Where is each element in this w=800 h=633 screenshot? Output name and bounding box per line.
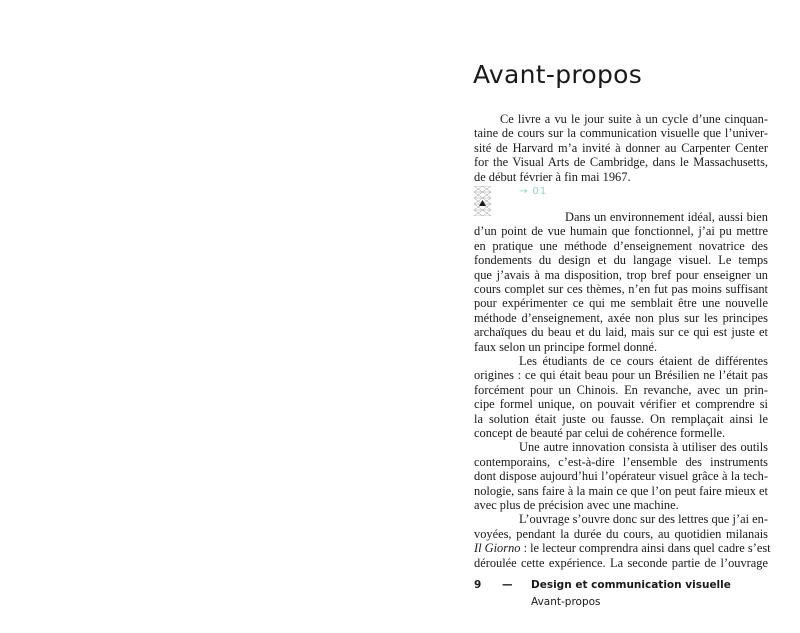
body-line: Ce livre a vu le jour suite à un cycle d’une cinquan- [500,112,768,126]
body-line: L’ouvrage s’ouvre donc sur des lettres que j’ai en- [519,512,768,527]
body-line: que j’avais à ma disposition, trop bref pour enseigner un [474,267,768,282]
newspaper-name: Il Giorno [474,541,521,556]
body-line: archaïques du beau et du laid, mais sur ce qui est juste et [474,325,768,340]
body-line: en pratique une méthode d’enseignement novatrice des [474,238,768,253]
body-line: cipe formel unique, on pouvait vérifier et comprendre si [474,397,768,412]
body-line: la solution était juste ou fausse. On remplaçait ainsi le [474,411,768,426]
body-line: Les étudiants de ce cours étaient de différentes [519,354,768,368]
marker-label: → 01 [519,186,548,197]
body-line: sité de Harvard m’a invité à donner au Carpenter Center [474,140,768,155]
body-line: avec plus de précision avec une machine. [474,498,679,512]
body-line: fondements du design et du langage visuel. Le temps [474,253,768,268]
book-title: Design et communication visuelle [531,579,731,591]
body-line: forcément pour un Chinois. En revanche, avec un prin- [474,382,768,397]
body-line: déroulée cette expérience. La seconde partie de l’ouvrage [474,555,768,570]
body-line: méthode d’enseignement, axée non plus sur les principes [474,310,768,325]
triangle-grid-pattern-icon [474,186,491,216]
body-line: voyées, pendant la durée du cours, au quotidien milanais [474,526,768,541]
body-line: origines : ce qui était beau pour un Brésilien ne l’était pas [474,368,768,383]
body-line: Dans un environnement idéal, aussi bien [565,210,768,224]
body-line: Une autre innovation consista à utiliser des outils [519,440,768,455]
page-number: 9 [474,579,482,591]
page-title: Avant-propos [473,60,643,89]
body-line: faux selon un principe formel donné. [474,339,658,354]
body-line: for the Visual Arts de Cambridge, dans le Massachusetts, [474,155,768,170]
body-line: d’un point de vue humain que fonctionnel, j’ai pu mettre [474,224,768,239]
chapter-title: Avant-propos [531,596,601,608]
body-line: dont dispose aujourd’hui l’opérateur visuel grâce à la tech- [474,469,768,484]
body-line: cours complet sur ces thèmes, n’en fut pas moins suffisant [474,282,768,296]
body-line: contemporains, c’est-à-dire l’ensemble des instruments [474,454,768,469]
body-line: taine de cours sur la communication visuelle que l’univer- [474,126,768,141]
body-line: de début février à fin mai 1967. [474,169,631,184]
footer-dash: — [502,579,513,591]
body-line: Il Giorno : le lecteur comprendra ainsi dans quel cadre s’est [474,541,771,556]
body-line: nologie, sans faire à la main ce que l’on peut faire mieux et [474,483,768,498]
body-line: concept de beauté par celui de cohérence formelle. [474,426,726,440]
body-line: pour expérimenter ce qui me semblait être une nouvelle [474,296,768,311]
